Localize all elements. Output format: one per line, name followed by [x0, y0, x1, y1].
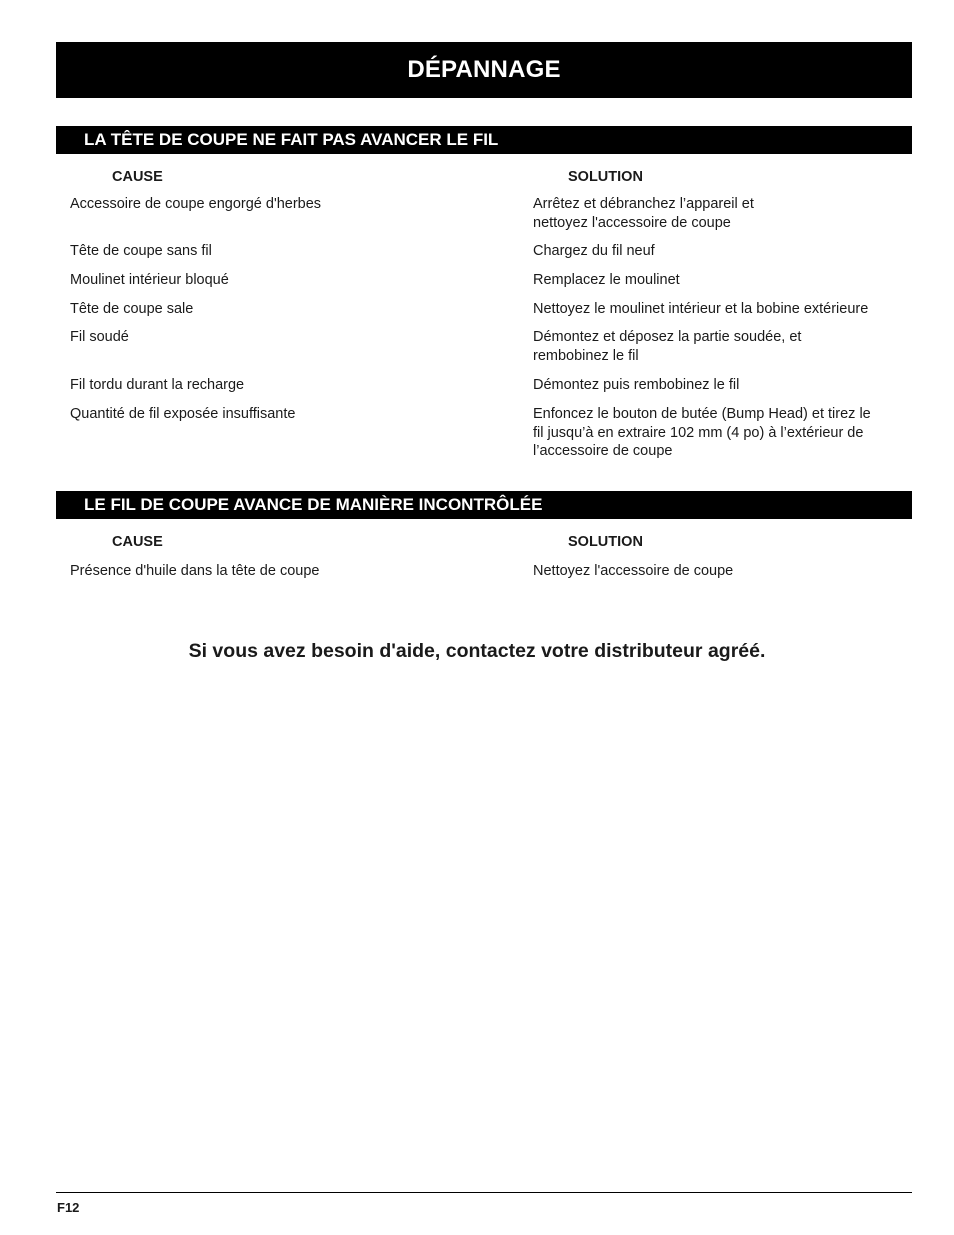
section-header-line-uncontrolled [56, 491, 912, 519]
solution-line: Arrêtez et débranchez l’appareil et [533, 196, 754, 212]
solution-line: Remplacez le moulinet [533, 272, 680, 288]
cause-cell: Tête de coupe sale [70, 301, 194, 317]
solution-cell [533, 242, 903, 261]
cause-cell: Moulinet intérieur bloqué [70, 272, 229, 288]
cause-cell: Fil tordu durant la recharge [70, 377, 245, 393]
solution-line: nettoyez l'accessoire de coupe [533, 214, 731, 231]
page-number: F12 [57, 1200, 80, 1215]
cause-cell: Tête de coupe sans fil [70, 243, 212, 259]
solution-cell [533, 328, 903, 365]
section-title: LA TÊTE DE COUPE NE FAIT PAS AVANCER LE FIL [84, 130, 499, 149]
section-title: LE FIL DE COUPE AVANCE DE MANIÈRE INCONTRÔLÉE [84, 495, 543, 514]
cause-cell: Présence d'huile dans la tête de coupe [70, 563, 320, 579]
solution-column-header: SOLUTION [568, 534, 643, 550]
solution-line: rembobinez le fil [533, 347, 639, 364]
solution-line: Enfoncez le bouton de butée (Bump Head) et tirez le [533, 406, 871, 422]
solution-cell [533, 300, 903, 319]
help-contact-text: Si vous avez besoin d'aide, contactez votre distributeur agréé. [188, 640, 766, 662]
solution-cell [533, 405, 903, 461]
cause-cell: Quantité de fil exposée insuffisante [70, 406, 296, 422]
cause-cell: Fil soudé [70, 329, 129, 345]
solution-cell [533, 271, 903, 290]
solution-line: l’accessoire de coupe [533, 443, 673, 459]
solution-cell [533, 195, 903, 232]
solution-line: fil jusqu’à en extraire 102 mm (4 po) à l’extérieur de [533, 424, 864, 441]
solution-line: Démontez et déposez la partie soudée, et [533, 329, 802, 345]
solution-cell [533, 376, 903, 395]
solution-column-header: SOLUTION [568, 169, 643, 185]
cause-column-header: CAUSE [112, 169, 163, 185]
solution-cell [533, 562, 903, 581]
solution-line: Nettoyez l'accessoire de coupe [533, 563, 734, 579]
page-title-bar [56, 42, 912, 98]
solution-line: Nettoyez le moulinet intérieur et la bobine extérieure [533, 301, 869, 317]
footer-divider [56, 1192, 912, 1193]
solution-line: Chargez du fil neuf [533, 243, 655, 259]
cause-cell: Accessoire de coupe engorgé d'herbes [70, 196, 322, 212]
cause-column-header: CAUSE [112, 534, 163, 550]
section-header-line-not-advancing [56, 126, 912, 154]
page-title: DÉPANNAGE [407, 56, 561, 83]
solution-line: Démontez puis rembobinez le fil [533, 377, 740, 393]
